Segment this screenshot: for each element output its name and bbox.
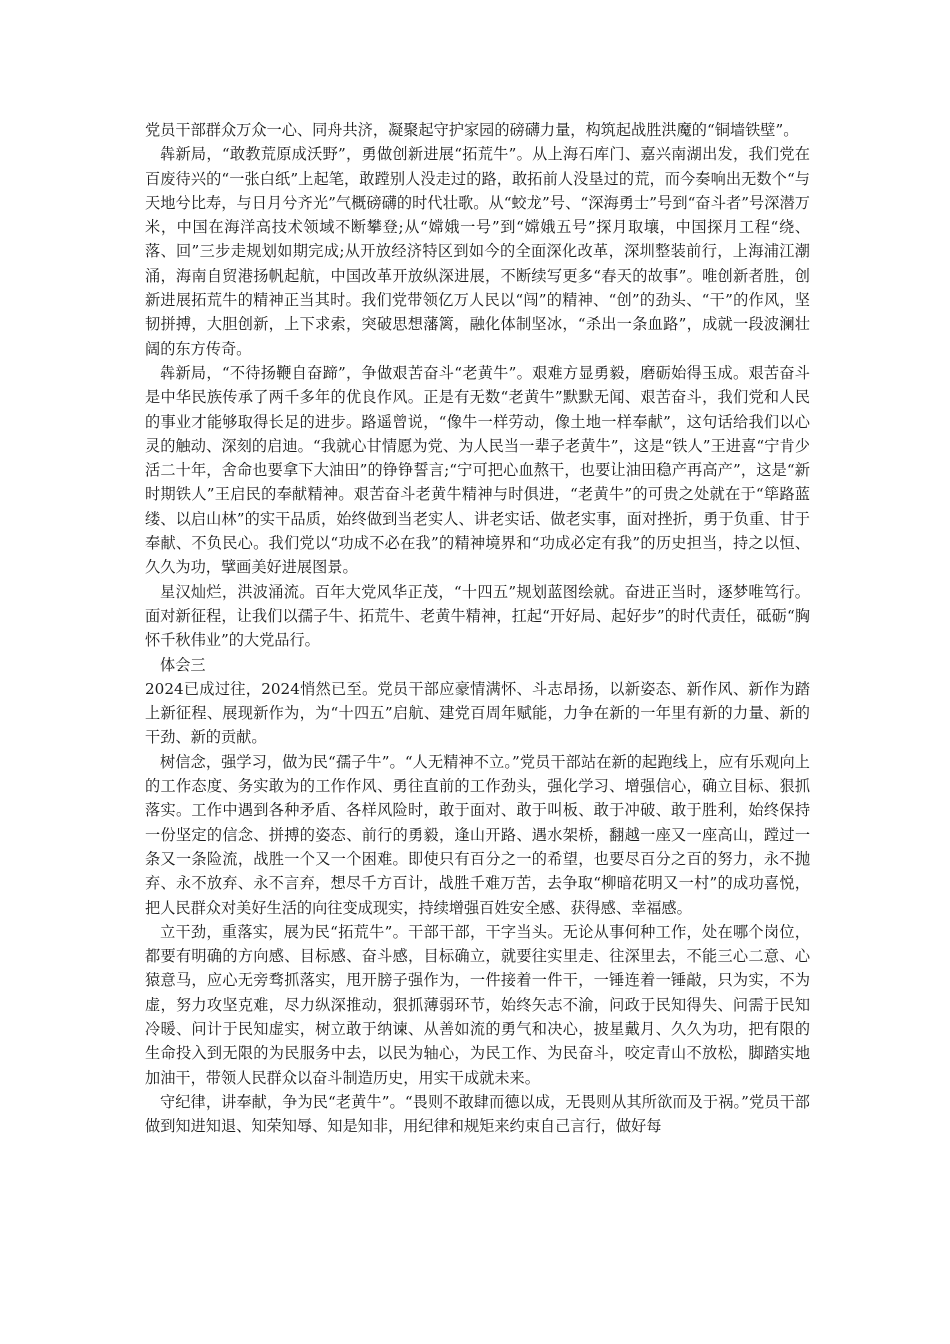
paragraph-5: 2024已成过往，2024悄然已至。党员干部应豪情满怀、斗志昂扬，以新姿态、新作风、新作为踏上新征程、展现新作为，为“十四五”启航、建党百周年赋能，力争在新的一年里有新的力量、新的干劲、新的贡献。 bbox=[145, 679, 810, 747]
paragraph-6: 树信念，强学习，做为民“孺子牛”。“人无精神不立。”党员干部站在新的起跑线上，应有乐观向上的工作态度、务实敢为的工作作风、勇往直前的工作劲头，强化学习、增强信心，确立目标、狠抓落实。工作中遇到各种矛盾、各样风险时，敢于面对、敢于叫板、敢于冲破、敢于胜利，始终保持一份坚定的信念、拼搏的姿态、前行的勇毅，逢山开路、遇水架桥，翻越一座又一座高山，蹚过一条又一条险流，战胜一个又一个困难。即使只有百分之一的希望，也要尽百分之百的努力，永不抛弃、永不放弃、永不言弃，想尽千方百计，战胜千难万苦，去争取“柳暗花明又一村”的成功喜悦，把人民群众对美好生活的向往变成现实，持续增强百姓安全感、获得感、幸福感。 bbox=[145, 752, 810, 917]
paragraph-4: 星汉灿烂，洪波涌流。百年大党风华正茂，“十四五”规划蓝图绘就。奋进正当时，逐梦唯笃行。面对新征程，让我们以孺子牛、拓荒牛、老黄牛精神，扛起“开好局、起好步”的时代责任，砥砺“胸怀千秋伟业”的大党品行。 bbox=[145, 582, 810, 650]
paragraph-7: 立干劲，重落实，展为民“拓荒牛”。干部干部，干字当头。无论从事何种工作，处在哪个岗位，都要有明确的方向感、目标感、奋斗感，目标确立，就要往实里走、往深里去，不能三心二意、心猿意马，应心无旁骛抓落实，甩开膀子强作为，一件接着一件干，一锤连着一锤敲，只为实，不为虚，努力攻坚克难，尽力纵深推动，狠抓薄弱环节，始终矢志不渝，问政于民知得失、问需于民知冷暖、问计于民知虚实，树立敢于纳谏、从善如流的勇气和决心，披星戴月、久久为功，把有限的生命投入到无限的为民服务中去，以民为轴心，为民工作、为民奋斗，咬定青山不放松，脚踏实地加油干，带领人民群众以奋斗制造历史，用实干成就未来。 bbox=[145, 922, 810, 1087]
paragraph-3: 犇新局，“不待扬鞭自奋蹄”，争做艰苦奋斗“老黄牛”。艰难方显勇毅，磨砺始得玉成。艰苦奋斗是中华民族传承了两千多年的优良作风。正是有无数“老黄牛”默默无闻、艰苦奋斗，我们党和人民的事业才能够取得长足的进步。路遥曾说，“像牛一样劳动，像土地一样奉献”，这句话给我们以心灵的触动、深刻的启迪。“我就心甘情愿为党、为人民当一辈子老黄牛”，这是“铁人”王进喜“宁肯少活二十年，舍命也要拿下大油田”的铮铮誓言;“宁可把心血熬干，也要让油田稳产再高产”，这是“新时期铁人”王启民的奉献精神。艰苦奋斗老黄牛精神与时俱进，“老黄牛”的可贵之处就在于“筚路蓝缕、以启山林”的实干品质，始终做到当老实人、讲老实话、做老实事，面对挫折，勇于负重、甘于奉献、不负民心。我们党以“功成不必在我”的精神境界和“功成必定有我”的历史担当，持之以恒、久久为功，擘画美好进展图景。 bbox=[145, 363, 810, 577]
section-heading: 体会三 bbox=[160, 655, 206, 674]
paragraph-8: 守纪律，讲奉献，争为民“老黄牛”。“畏则不敢肆而德以成，无畏则从其所欲而及于祸。”党员干部做到知进知退、知荣知辱、知是知非，用纪律和规矩来约束自己言行，做好每 bbox=[145, 1092, 810, 1136]
document-body bbox=[145, 118, 810, 1138]
paragraph-1: 党员干部群众万众一心、同舟共济，凝聚起守护家园的磅礴力量，构筑起战胜洪魔的“铜墙铁壁”。 bbox=[145, 121, 799, 139]
paragraph-2: 犇新局，“敢教荒原成沃野”，勇做创新进展“拓荒牛”。从上海石库门、嘉兴南湖出发，我们党在百废待兴的“一张白纸”上起笔，敢蹚别人没走过的路，敢拓前人没垦过的荒，而今奏响出无数个“与天地兮比寿，与日月兮齐光”气概磅礴的时代壮歌。从“蛟龙”号、“深海勇士”号到“奋斗者”号深潜万米，中国在海洋高技术领域不断攀登;从“嫦娥一号”到“嫦娥五号”探月取壤，中国探月工程“绕、落、回”三步走规划如期完成;从开放经济特区到如今的全面深化改革，深圳整装前行，上海浦江潮涌，海南自贸港扬帆起航，中国改革开放纵深进展，不断续写更多“春天的故事”。唯创新者胜，创新进展拓荒牛的精神正当其时。我们党带领亿万人民以“闯”的精神、“创”的劲头、“干”的作风，坚韧拼搏，大胆创新，上下求索，突破思想藩篱，融化体制坚冰，“杀出一条血路”，成就一段波澜壮阔的东方传奇。 bbox=[145, 145, 810, 358]
